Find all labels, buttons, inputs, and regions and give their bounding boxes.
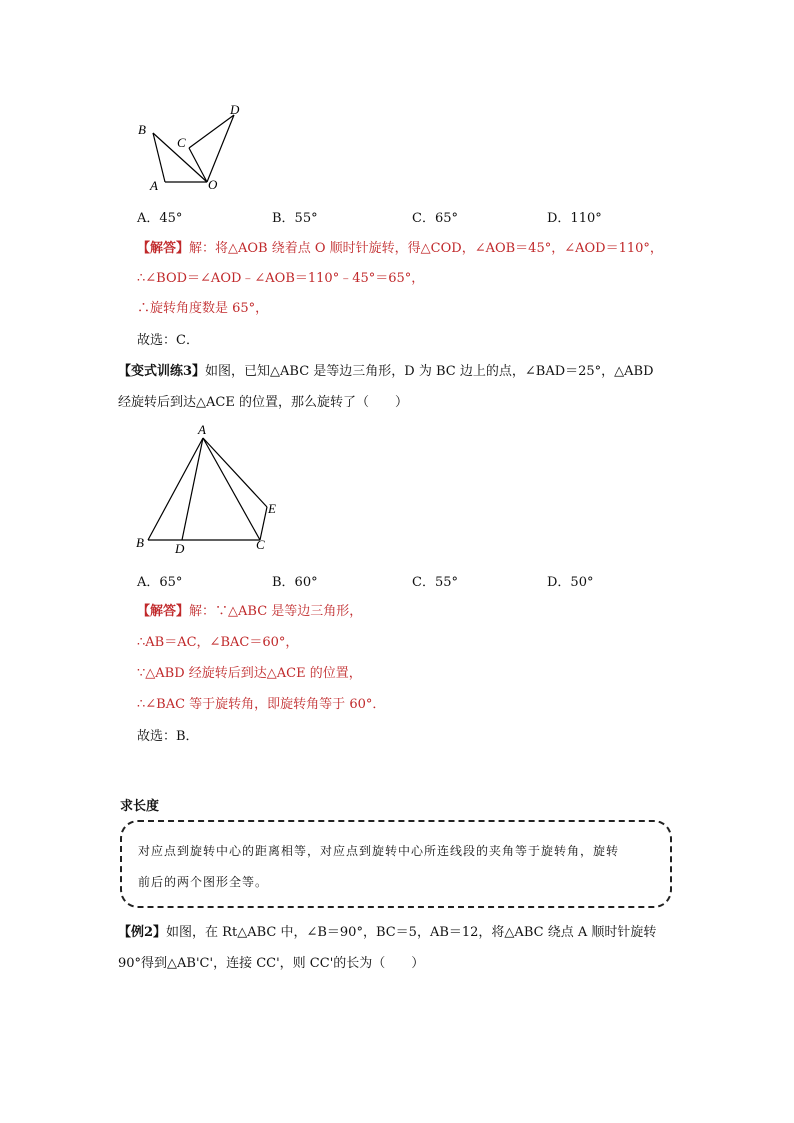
note-line-2: 前后的两个图形全等。 [138, 875, 269, 889]
label-D: D [175, 541, 185, 556]
q2-option-d: D．50° [547, 575, 594, 590]
q2-text-1: 如图，已知△ABC 是等边三角形，D 为 BC 边上的点，∠BAD＝25°，△ABD [205, 364, 654, 379]
note-line-1: 对应点到旋转中心的距离相等，对应点到旋转中心所连线段的夹角等于旋转角，旋转 [138, 844, 620, 858]
q2-option-c: C．55° [412, 575, 458, 590]
q1-option-d: D．110° [547, 211, 602, 226]
q2-option-a: A．65° [137, 575, 183, 590]
q2-answer-text-1: 解：∵△ABC 是等边三角形， [189, 604, 363, 619]
label-A: A [150, 178, 158, 193]
q1-conclusion: 故选：C． [137, 333, 199, 348]
figure-1-rotation [130, 100, 250, 196]
segment-AE [203, 438, 267, 507]
q1-option-b: B．55° [272, 211, 318, 226]
q2-tag: 【变式训练3】 [118, 364, 206, 379]
segment-AD [182, 438, 203, 540]
example2-line-2: 90°得到△AB'C'，连接 CC'，则 CC'的长为（ ） [118, 956, 425, 971]
example2-line-1 [118, 923, 656, 943]
segment-EC [260, 507, 267, 540]
q1-answer-line-1 [137, 239, 663, 259]
q2-option-b: B．60° [272, 575, 318, 590]
example2-tag: 【例2】 [118, 925, 167, 940]
q1-answer-line-2: ∴∠BOD＝∠AOD﹣∠AOB＝110°﹣45°＝65°， [137, 271, 425, 286]
q1-options [137, 207, 777, 227]
note-box [120, 820, 672, 908]
label-B: B [136, 535, 144, 550]
q1-answer-text-1: 解：将△AOB 绕着点 O 顺时针旋转，得△COD，∠AOB＝45°，∠AOD＝110°， [189, 241, 663, 256]
label-C: C [177, 135, 186, 150]
q1-option-c: C．65° [412, 211, 458, 226]
label-B: B [138, 122, 146, 137]
label-A: A [198, 422, 206, 437]
q1-option-a: A．45° [137, 211, 183, 226]
segment-BA [153, 133, 165, 182]
q1-answer-line-3: ∴旋转角度数是 65°， [137, 301, 269, 316]
q2-question-line-1 [118, 362, 654, 382]
q2-answer-tag: 【解答】 [137, 604, 190, 619]
q2-answer-line-1 [137, 602, 362, 622]
segment-AB [148, 438, 203, 540]
section-heading: 求长度 [120, 799, 160, 814]
q2-conclusion: 故选：B． [137, 729, 199, 744]
label-D: D [230, 102, 240, 117]
q2-answer-line-2: ∴AB＝AC，∠BAC＝60°， [137, 635, 299, 650]
segment-AC [203, 438, 260, 540]
q2-answer-line-4: ∴∠BAC 等于旋转角，即旋转角等于 60°． [137, 697, 386, 712]
segment-CO [189, 148, 207, 182]
q2-options [137, 571, 777, 591]
label-C: C [256, 537, 265, 552]
label-O: O [208, 177, 218, 192]
example2-text-1: 如图，在 Rt△ABC 中，∠B＝90°，BC＝5，AB＝12，将△ABC 绕点 A 顺时针旋转 [166, 925, 657, 940]
label-E: E [268, 501, 276, 516]
figure-2-equilateral [130, 418, 290, 558]
q1-answer-tag: 【解答】 [137, 241, 190, 256]
q2-question-line-2: 经旋转后到达△ACE 的位置，那么旋转了（ ） [118, 395, 408, 410]
q2-answer-line-3: ∵△ABD 经旋转后到达△ACE 的位置， [137, 666, 362, 681]
